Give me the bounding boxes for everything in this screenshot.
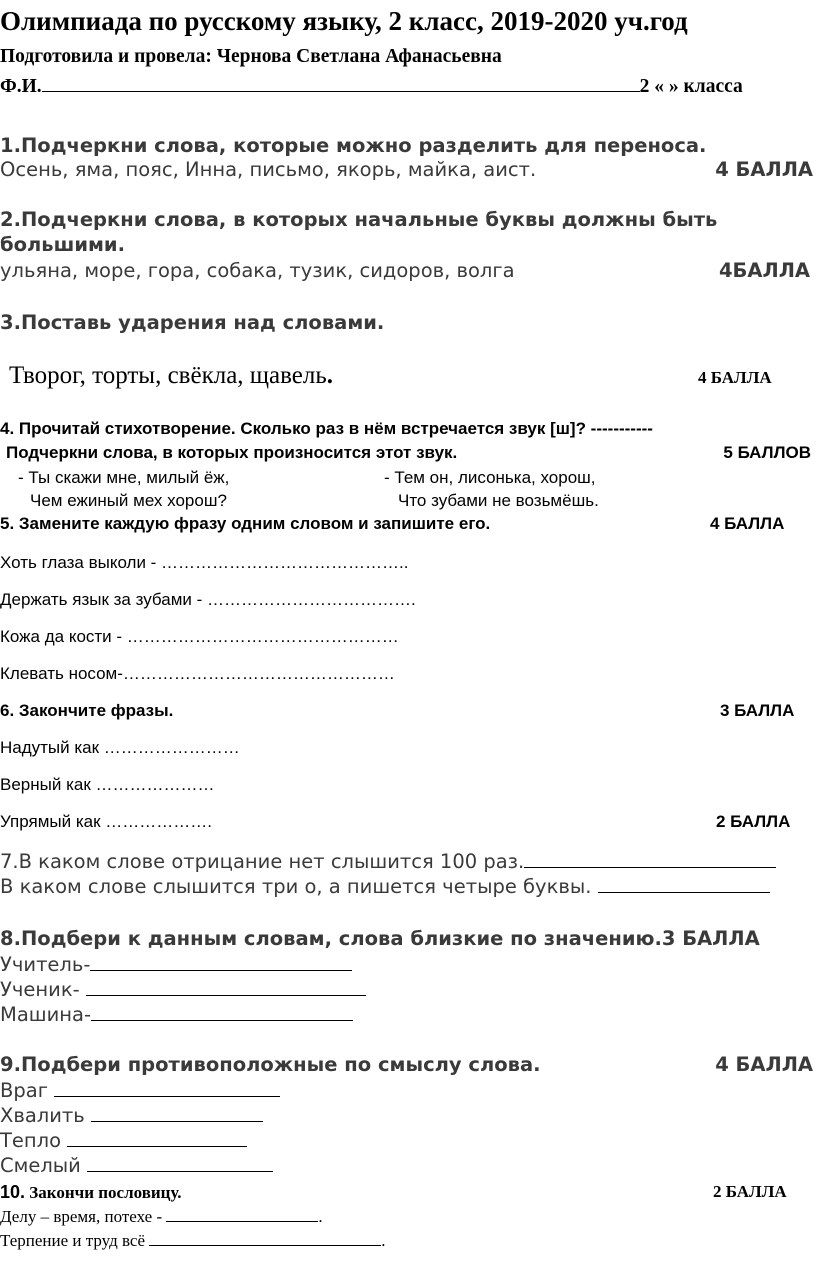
q4-title-line1: 4. Прочитай стихотворение. Сколько раз в нём встречается звук [ш]? ----------- xyxy=(0,419,653,438)
q10-title-text: Закончи пословицу. xyxy=(25,1183,182,1202)
q8-points: 3 БАЛЛА xyxy=(661,927,760,950)
q2-title-line1: 2.Подчеркни слова, в которых начальные буквы должны быть xyxy=(0,208,718,231)
q2-points: 4БАЛЛА xyxy=(718,259,810,282)
q9-word-3-text: Тепло xyxy=(0,1129,68,1152)
q8-title-text: 8.Подбери к данным словам, слова близкие по значению. xyxy=(0,927,662,950)
q9-word-4 xyxy=(0,1154,273,1177)
q1-title: 1.Подчеркни слова, которые можно разделить для переноса. xyxy=(0,134,707,157)
q5-line-2[interactable]: Держать язык за зубами - ………………………………. xyxy=(0,590,416,609)
poem-right-line1: - Тем он, лисонька, хорош, xyxy=(384,468,596,487)
q8-word-3-text: Машина- xyxy=(0,1003,92,1026)
q9-word-2 xyxy=(0,1104,263,1127)
q6-title: 6. Закончите фразы. xyxy=(0,701,174,720)
q9-blank-2[interactable] xyxy=(91,1121,263,1122)
q10-line2 xyxy=(0,1231,386,1251)
q1-points: 4 БАЛЛА xyxy=(715,158,813,181)
page-title: Олимпиада по русскому языку, 2 класс, 2019-2020 уч.год xyxy=(0,6,688,36)
q9-word-1-text: Враг xyxy=(0,1079,55,1102)
q8-word-3 xyxy=(0,1003,353,1026)
q3-points: 4 БАЛЛА xyxy=(698,368,772,387)
q10-line1 xyxy=(0,1207,323,1227)
poem-left-line1: - Ты скажи мне, милый ёж, xyxy=(18,468,230,487)
q8-blank-2[interactable] xyxy=(86,995,366,996)
q7-line1 xyxy=(0,850,776,873)
q10-line1-text: Делу – время, потехе - xyxy=(0,1207,167,1226)
fio-blank[interactable] xyxy=(42,91,640,92)
q8-word-2-text: Ученик- xyxy=(0,978,86,1001)
q5-line-4[interactable]: Клевать носом-………………………………………… xyxy=(0,664,395,683)
q6-points: 3 БАЛЛА xyxy=(720,701,795,720)
q9-blank-1[interactable] xyxy=(54,1096,280,1097)
q9-blank-3[interactable] xyxy=(67,1146,247,1147)
q9-word-3 xyxy=(0,1129,247,1152)
q7-blank-1[interactable] xyxy=(524,867,776,868)
q9-title: 9.Подбери противоположные по смыслу слова. xyxy=(0,1053,541,1076)
q10-blank-2[interactable] xyxy=(149,1245,381,1246)
q9-word-1 xyxy=(0,1079,280,1102)
q4-title-line2: Подчеркни слова, в которых произносится этот звук. xyxy=(6,443,458,462)
q1-words: Осень, яма, пояс, Инна, письмо, якорь, майка, аист. xyxy=(0,158,537,181)
q10-number: 10. xyxy=(0,1182,26,1202)
q10-points: 2 БАЛЛА xyxy=(713,1182,787,1201)
class-label: 2 « » класса xyxy=(639,76,743,97)
q2-title-line2: большими. xyxy=(0,233,126,256)
q5-title: 5. Замените каждую фразу одним словом и запишите его. xyxy=(0,514,491,533)
poem-left-line2: Чем ежиный мех хорош? xyxy=(30,491,227,510)
q6-line-3[interactable]: Упрямый как ………………. xyxy=(0,812,212,831)
q7-blank-2[interactable] xyxy=(598,892,770,893)
fio-label: Ф.И. xyxy=(0,76,42,97)
q10-blank-1[interactable] xyxy=(166,1221,318,1222)
q9-word-4-text: Смелый xyxy=(0,1154,88,1177)
poem-right-line2: Что зубами не возьмёшь. xyxy=(398,491,599,510)
q3-words-end: . xyxy=(326,362,334,389)
q5-line-1[interactable]: Хоть глаза выколи - …………………………………….. xyxy=(0,553,409,572)
q8-blank-1[interactable] xyxy=(90,970,352,971)
q9-word-2-text: Хвалить xyxy=(0,1104,91,1127)
q8-title xyxy=(0,927,760,950)
q8-blank-3[interactable] xyxy=(91,1020,353,1021)
q10-line1-end: . xyxy=(318,1207,323,1226)
q5-points: 4 БАЛЛА xyxy=(710,514,785,533)
q5-line-3[interactable]: Кожа да кости - ………………………………………… xyxy=(0,627,399,646)
q9-points: 4 БАЛЛА xyxy=(715,1053,813,1076)
q4-points: 5 БАЛЛОВ xyxy=(723,443,811,462)
q8-word-1 xyxy=(0,953,352,976)
q6-line-1[interactable]: Надутый как …………………… xyxy=(0,738,240,757)
q10-line2-end: . xyxy=(381,1231,386,1250)
q3-words-text: Творог, торты, свёкла, щавель xyxy=(9,362,327,389)
q6-points-2: 2 БАЛЛА xyxy=(716,812,791,831)
q3-words xyxy=(9,362,333,390)
q3-title: 3.Поставь ударения над словами. xyxy=(0,311,385,334)
q7-line2-text: В каком слове слышится три о, а пишется четыре буквы. xyxy=(0,875,592,898)
q9-blank-4[interactable] xyxy=(87,1171,273,1172)
q8-word-2 xyxy=(0,978,366,1001)
q7-line1-text: 7.В каком слове отрицание нет слышится 100 раз. xyxy=(0,850,525,873)
q8-word-1-text: Учитель- xyxy=(0,953,91,976)
q2-words: ульяна, море, гора, собака, тузик, сидоров, волга xyxy=(0,259,515,282)
q10-line2-text: Терпение и труд всё xyxy=(0,1231,150,1250)
q6-line-2[interactable]: Верный как ………………… xyxy=(0,775,215,794)
q7-line2 xyxy=(0,875,770,898)
name-line xyxy=(0,76,743,98)
q10-title xyxy=(0,1182,182,1203)
author-line: Подготовила и провела: Чернова Светлана Афанасьевна xyxy=(0,46,502,67)
